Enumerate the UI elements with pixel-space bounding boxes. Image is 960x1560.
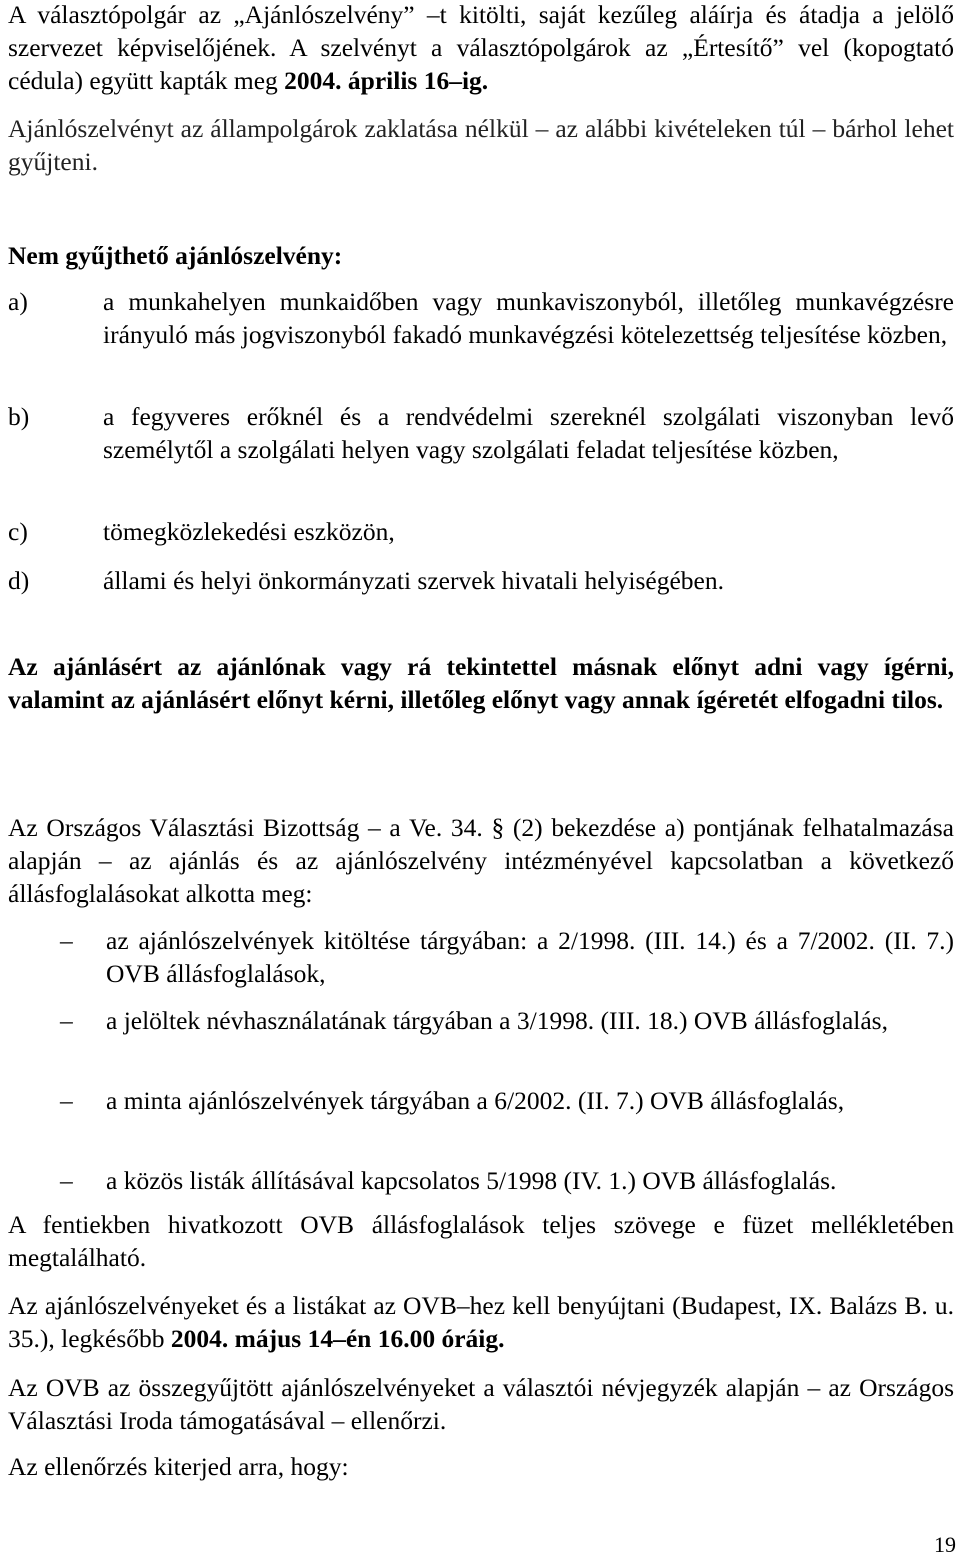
page-number: 19 xyxy=(934,1532,956,1557)
dash-bullet: – xyxy=(60,1086,73,1115)
warning-paragraph: Az ajánlásért az ajánlónak vagy rá tekintettel másnak előnyt adni vagy ígérni, valamint az ajánlásért előnyt kérni, illetőleg előnyt vagy annak ígéretét elfogadni tilos. xyxy=(8,652,954,714)
intro-date: 2004. április 16–ig. xyxy=(284,66,489,95)
dash-bullet: – xyxy=(60,1166,73,1195)
list-item xyxy=(8,1004,954,1084)
list-item xyxy=(8,924,954,1004)
list-item xyxy=(8,400,954,515)
list-item xyxy=(8,1164,954,1197)
intro-paragraph-1 xyxy=(8,0,954,97)
list-item-text: állami és helyi önkormányzati szervek hivatali helyiségében. xyxy=(103,566,724,595)
list-item-text: a munkahelyen munkaidőben vagy munkaviszonyból, illetőleg munkavégzésre irányuló más jogviszonyból fakadó munkavégzési kötelezettség teljesítése közben, xyxy=(103,287,954,349)
intro-paragraph-2: Ajánlószelvényt az állampolgárok zaklatása nélkül – az alábbi kivételeken túl – bárhol lehet gyűjteni. xyxy=(8,114,954,176)
list-item-text: az ajánlószelvények kitöltése tárgyában: a 2/1998. (III. 14.) és a 7/2002. (II. 7.) OVB állásfoglalások, xyxy=(106,926,954,988)
intro-text: A választópolgár az „Ajánlószelvény” –t kitölti, saját kezűleg aláírja és átadja a jelölő szervezet képviselőjének. A szelvényt a választópolgárok az „Értesítő” vel (kopogtató cédula) együtt kapták meg xyxy=(8,0,954,95)
restrictions-list xyxy=(8,285,954,597)
ovb-resolutions-list xyxy=(8,924,954,1197)
list-item-text: a minta ajánlószelvények tárgyában a 6/2002. (II. 7.) OVB állásfoglalás, xyxy=(106,1086,845,1115)
ovb-intro-paragraph: Az Országos Választási Bizottság – a Ve. 34. § (2) bekezdése a) pontjának felhatalmazása alapján – az ajánlás és az ajánlószelvény intézményével kapcsolatban a következő állásfoglalásokat alkotta meg: xyxy=(8,813,954,908)
check-scope-paragraph: Az ellenőrzés kiterjed arra, hogy: xyxy=(8,1452,349,1481)
restrictions-heading: Nem gyűjthető ajánlószelvény: xyxy=(8,241,343,270)
dash-bullet: – xyxy=(60,926,73,955)
list-item xyxy=(8,1084,954,1164)
deadline-paragraph xyxy=(8,1289,954,1355)
deadline-date: 2004. május 14–én 16.00 óráig. xyxy=(170,1324,505,1353)
list-item xyxy=(8,285,954,400)
appendix-paragraph: A fentiekben hivatkozott OVB állásfoglalások teljes szövege e füzet mellékletében megtalálható. xyxy=(8,1210,954,1272)
list-item-text: a közös listák állításával kapcsolatos 5/1998 (IV. 1.) OVB állásfoglalás. xyxy=(106,1166,837,1195)
list-item-text: a fegyveres erőknél és a rendvédelmi szereknél szolgálati viszonyban levő személytől a szolgálati helyen vagy szolgálati feladat teljesítése közben, xyxy=(103,402,954,464)
list-item-text: a jelöltek névhasználatának tárgyában a 3/1998. (III. 18.) OVB állásfoglalás, xyxy=(106,1006,888,1035)
list-item-label: d) xyxy=(8,566,30,595)
list-item xyxy=(8,564,954,597)
list-item xyxy=(8,515,954,564)
list-item-label: b) xyxy=(8,402,30,431)
check-paragraph: Az OVB az összegyűjtött ajánlószelvényeket a választói névjegyzék alapján – az Országos Választási Iroda támogatásával – ellenőrzi. xyxy=(8,1373,954,1435)
list-item-text: tömegközlekedési eszközön, xyxy=(103,517,395,546)
list-item-label: c) xyxy=(8,517,28,546)
list-item-label: a) xyxy=(8,287,28,316)
deadline-text: Az ajánlószelvényeket és a listákat az OVB–hez kell benyújtani (Budapest, IX. Balázs B. u. 35.), legkésőbb xyxy=(8,1291,954,1353)
dash-bullet: – xyxy=(60,1006,73,1035)
